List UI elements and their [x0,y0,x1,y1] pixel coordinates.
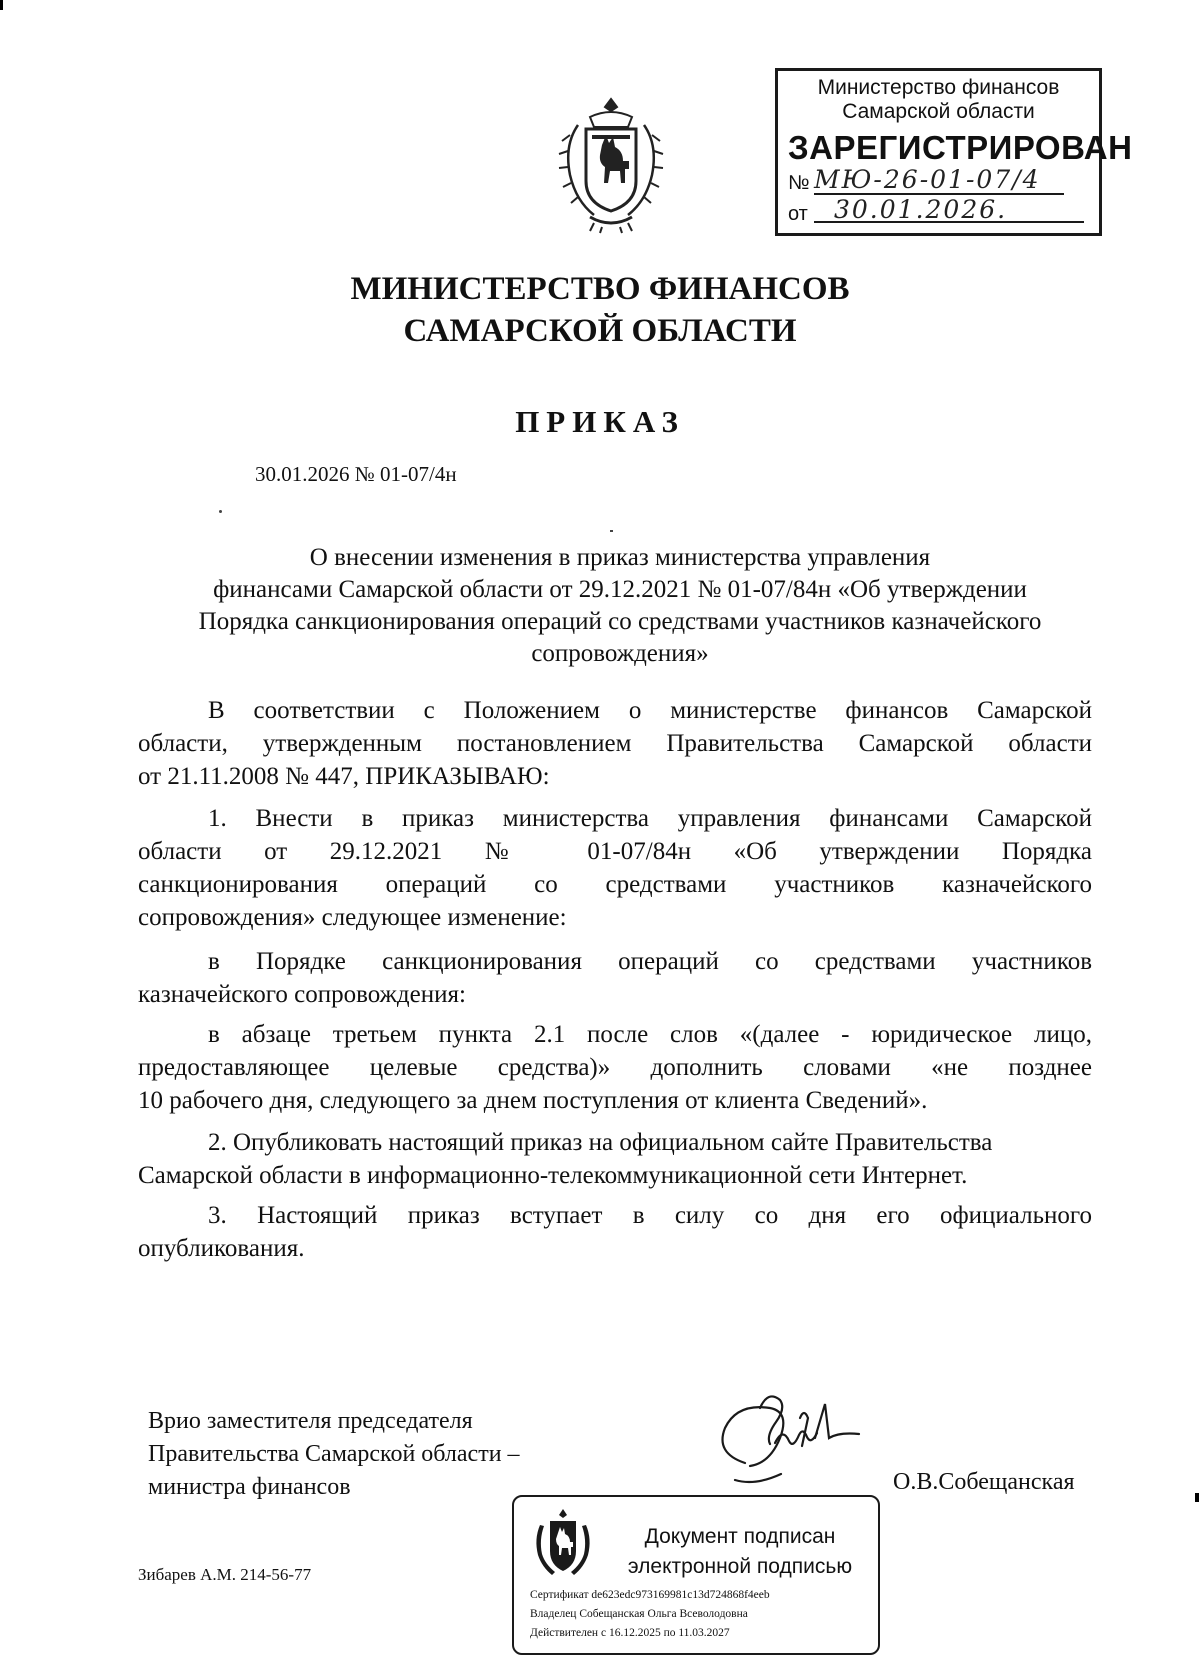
scan-edge-mark [0,0,3,10]
signatory-position [148,1405,520,1504]
electronic-signature-stamp [512,1495,880,1655]
samara-coat-of-arms-icon [550,95,672,235]
handwritten-signature-icon [705,1388,875,1498]
subject-line: О внесении изменения в приказ министерства управления [309,544,931,571]
item-1-change-paragraph [138,1018,1092,1117]
subject-line: сопровождения» [531,640,709,667]
scan-edge-mark [1195,1493,1199,1502]
e-signature-title-line-2: электронной подписью [627,1555,853,1578]
preamble-paragraph [138,694,1092,793]
signatory-position-line: Врио заместителя председателя [148,1408,473,1434]
e-signature-certificate: Сертификат de623edc973169981c13d724868f4eeb [530,1589,770,1601]
preamble-line: области, утвержденным постановлением Правительства Самарской области [138,730,1092,757]
stamp-org-line-1: Министерство финансов [817,76,1060,99]
e-signature-owner: Владелец Собещанская Ольга Всеволодовна [530,1608,748,1620]
stamp-number-value: МЮ-26-01-07/4 [814,167,1064,195]
item-1-scope-line: в Порядке санкционирования операций со средствами участников [208,948,1092,975]
registration-stamp [775,68,1133,236]
item-3-line: 3. Настоящий приказ вступает в силу со дня его официального [208,1202,1092,1229]
item-2-line: Самарской области в информационно-телекоммуникационной сети Интернет. [138,1162,968,1189]
item-3-line: опубликования. [138,1235,305,1262]
executor-contact: Зибарев А.М. 214-56-77 [138,1565,312,1584]
item-1-scope-paragraph [138,945,1092,1011]
subject-line: финансами Самарской области от 29.12.2021 № 01-07/84н «Об утверждении [213,576,1027,603]
item-1-scope-line: казначейского сопровождения: [138,981,466,1008]
signatory-position-line: Правительства Самарской области – [148,1441,520,1467]
scan-speck [219,510,222,513]
item-1-change-line: 10 рабочего дня, следующего за днем поступления от клиента Сведений». [138,1087,928,1114]
stamp-date-value: 30.01.2026. [814,197,1084,223]
item-1-paragraph [138,802,1092,934]
e-signature-validity: Действителен с 16.12.2025 по 11.03.2027 [530,1627,730,1639]
order-subject [145,542,1095,670]
item-3-paragraph [138,1199,1092,1265]
item-1-change-line: в абзаце третьем пункта 2.1 после слов «(далее - юридическое лицо, [208,1021,1092,1048]
order-date-number: 30.01.2026 № 01-07/4н [255,462,457,486]
item-1-line: области от 29.12.2021 № 01-07/84н «Об утверждении Порядка [138,838,1092,865]
item-1-line: сопровождения» следующее изменение: [138,904,567,931]
preamble-line: В соответствии с Положением о министерстве финансов Самарской [208,697,1092,724]
ministry-title [0,268,1200,352]
stamp-date-label: от [788,203,808,225]
signatory-name: О.В.Собещанская [893,1469,1075,1495]
e-signature-title-line-1: Документ подписан [644,1525,836,1548]
stamp-status: ЗАРЕГИСТРИРОВАН [788,129,1133,166]
item-2-line: 2. Опубликовать настоящий приказ на официальном сайте Правительства [208,1129,993,1156]
item-2-paragraph [138,1126,1092,1192]
preamble-line: от 21.11.2008 № 447, ПРИКАЗЫВАЮ: [138,763,550,790]
document-type-title: ПРИКАЗ [515,404,685,439]
signatory-position-line: министра финансов [148,1474,351,1500]
samara-emblem-icon [532,1507,594,1577]
scan-speck [610,530,613,532]
ministry-title-line-2: САМАРСКОЙ ОБЛАСТИ [403,313,797,349]
stamp-number-label: № [788,172,810,194]
item-1-line: 1. Внести в приказ министерства управления финансами Самарской [208,805,1092,832]
item-1-change-line: предоставляющее целевые средства)» дополнить словами «не позднее [138,1054,1092,1081]
ministry-title-line-1: МИНИСТЕРСТВО ФИНАНСОВ [350,271,850,307]
subject-line: Порядка санкционирования операций со средствами участников казначейского [198,608,1042,635]
item-1-line: санкционирования операций со средствами участников казначейского [138,871,1092,898]
stamp-org-line-2: Самарской области [842,100,1035,123]
